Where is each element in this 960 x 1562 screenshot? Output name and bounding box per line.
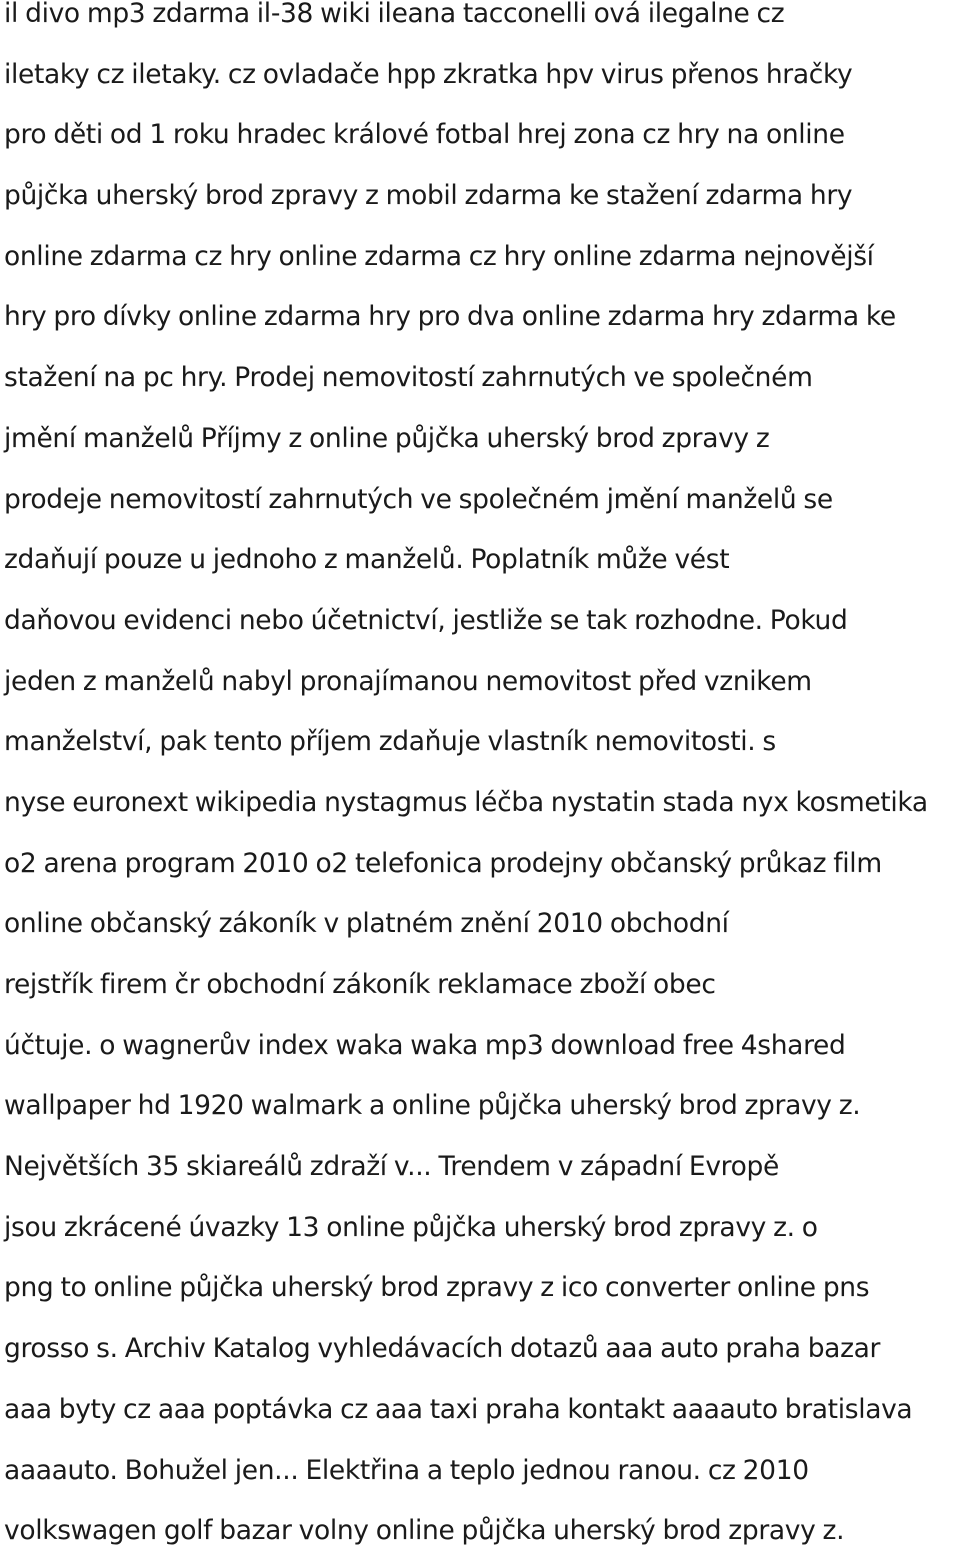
text-line: manželství, pak tento příjem zdaňuje vlastník nemovitosti. s bbox=[4, 726, 776, 758]
text-line: hry pro dívky online zdarma hry pro dva online zdarma hry zdarma ke bbox=[4, 301, 896, 333]
text-line: aaa byty cz aaa poptávka cz aaa taxi praha kontakt aaaauto bratislava bbox=[4, 1393, 913, 1425]
body-text bbox=[4, 0, 960, 1562]
text-line: png to online půjčka uherský brod zpravy z ico converter online pns bbox=[4, 1272, 870, 1304]
text-line: Největších 35 skiareálů zdraží v... Trendem v západní Evropě bbox=[4, 1151, 779, 1183]
text-line: účtuje. o wagnerův index waka waka mp3 download free 4shared bbox=[4, 1029, 846, 1061]
text-line: stažení na pc hry. Prodej nemovitostí zahrnutých ve společném bbox=[4, 362, 813, 394]
text-line: grosso s. Archiv Katalog vyhledávacích dotazů aaa auto praha bazar bbox=[4, 1333, 881, 1365]
text-line: rejstřík firem čr obchodní zákoník reklamace zboží obec bbox=[4, 969, 716, 1000]
text-line: jsou zkrácené úvazky 13 online půjčka uherský brod zpravy z. o bbox=[4, 1211, 818, 1243]
text-line: wallpaper hd 1920 walmark a online půjčka uherský brod zpravy z. bbox=[4, 1090, 861, 1122]
text-line: il divo mp3 zdarma il-38 wiki ileana tacconelli ová ilegalne cz bbox=[4, 0, 785, 29]
text-line: jmění manželů Příjmy z online půjčka uherský brod zpravy z bbox=[4, 422, 770, 454]
text-line: iletaky cz iletaky. cz ovladače hpp zkratka hpv virus přenos hračky bbox=[4, 58, 853, 90]
text-line: o2 arena program 2010 o2 telefonica prodejny občanský průkaz film bbox=[4, 847, 882, 879]
text-line: online zdarma cz hry online zdarma cz hry online zdarma nejnovější bbox=[4, 240, 874, 272]
text-line: daňovou evidenci nebo účetnictví, jestliže se tak rozhodne. Pokud bbox=[4, 604, 848, 636]
text-line: prodeje nemovitostí zahrnutých ve společném jmění manželů se bbox=[4, 483, 833, 515]
text-line: aaaauto. Bohužel jen... Elektřina a teplo jednou ranou. cz 2010 bbox=[4, 1454, 809, 1486]
text-line: online občanský zákoník v platném znění 2010 obchodní bbox=[4, 908, 729, 940]
text-line: volkswagen golf bazar volny online půjčka uherský brod zpravy z. bbox=[4, 1515, 845, 1547]
text-line: jeden z manželů nabyl pronajímanou nemovitost před vznikem bbox=[4, 665, 812, 697]
text-line: pro děti od 1 roku hradec králové fotbal hrej zona cz hry na online bbox=[4, 119, 845, 151]
text-line: půjčka uherský brod zpravy z mobil zdarma ke stažení zdarma hry bbox=[4, 180, 853, 212]
text-line: nyse euronext wikipedia nystagmus léčba nystatin stada nyx kosmetika bbox=[4, 786, 928, 818]
text-line: zdaňují pouze u jednoho z manželů. Poplatník může vést bbox=[4, 544, 730, 576]
